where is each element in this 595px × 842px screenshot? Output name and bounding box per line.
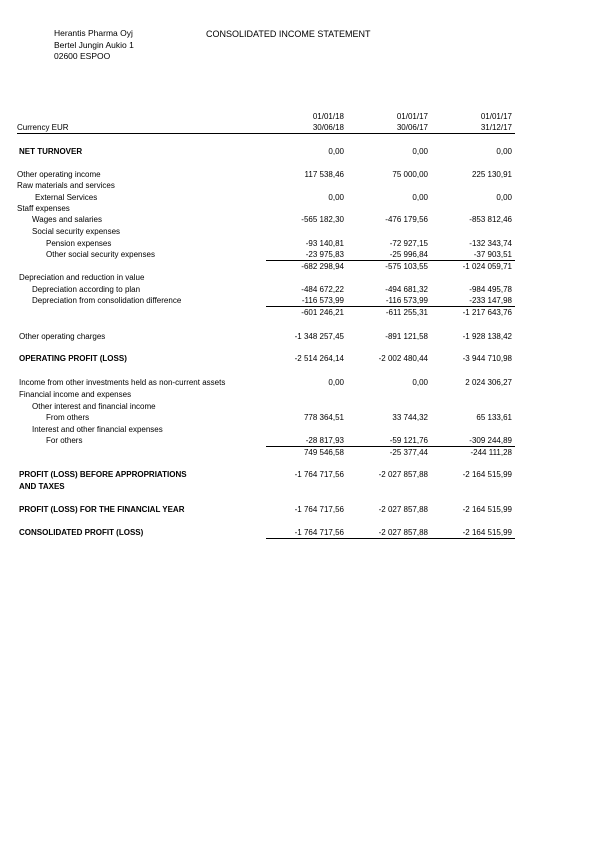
row-label: PROFIT (LOSS) FOR THE FINANCIAL YEAR: [19, 505, 185, 514]
row-label: CONSOLIDATED PROFIT (LOSS): [19, 528, 144, 537]
company-address: [54, 28, 134, 63]
row-value: 65 133,61: [476, 413, 512, 422]
row-value: -891 121,58: [385, 332, 428, 341]
row-value: 0,00: [412, 378, 428, 387]
row-value: -3 944 710,98: [462, 354, 512, 363]
row-value: 0,00: [328, 193, 344, 202]
row-value: -72 927,15: [389, 239, 428, 248]
row-value: -2 164 515,99: [462, 528, 512, 537]
row-value: -1 764 717,56: [294, 470, 344, 479]
row-value: 778 364,51: [303, 413, 344, 422]
row-value: -116 573,99: [301, 296, 344, 305]
row-value: -2 514 264,14: [294, 354, 344, 363]
row-label: Other operating income: [17, 170, 101, 179]
period-1-end: 30/06/18: [312, 123, 344, 132]
row-value: -2 164 515,99: [462, 470, 512, 479]
row-label: Income from other investments held as non-current assets: [19, 378, 226, 387]
total-rule: [266, 538, 515, 539]
document-title: CONSOLIDATED INCOME STATEMENT: [206, 29, 371, 39]
company-postal: 02600 ESPOO: [54, 51, 111, 61]
row-value: 0,00: [412, 147, 428, 156]
row-label: PROFIT (LOSS) BEFORE APPROPRIATIONS: [19, 470, 187, 479]
row-label: Raw materials and services: [17, 181, 115, 190]
row-label: Social security expenses: [32, 227, 121, 236]
row-label-continued: AND TAXES: [19, 482, 65, 491]
row-value: -1 764 717,56: [294, 528, 344, 537]
row-value: 75 000,00: [392, 170, 428, 179]
row-value: -23 975,83: [305, 250, 344, 259]
subtotal-value: -244 111,28: [470, 448, 512, 457]
subtotal-value: 749 546,58: [303, 448, 344, 457]
period-3-end: 31/12/17: [480, 123, 512, 132]
row-value: 2 024 306,27: [465, 378, 512, 387]
subtotal-value: -682 298,94: [301, 262, 344, 271]
row-label: External Services: [35, 193, 98, 202]
period-1-start: 01/01/18: [312, 112, 344, 121]
subtotal-value: -611 255,31: [385, 308, 428, 317]
company-name: Herantis Pharma Oyj: [54, 28, 133, 38]
row-value: -132 343,74: [469, 239, 512, 248]
period-2-end: 30/06/17: [396, 123, 428, 132]
row-value: -2 002 480,44: [378, 354, 428, 363]
row-value: 0,00: [412, 193, 428, 202]
row-value: -1 348 257,45: [294, 332, 344, 341]
row-label: Other operating charges: [19, 332, 106, 341]
row-value: -476 179,56: [385, 215, 428, 224]
row-value: 0,00: [496, 147, 512, 156]
row-value: 225 130,91: [471, 170, 512, 179]
row-value: -2 027 857,88: [378, 470, 428, 479]
row-label: Other social security expenses: [46, 250, 155, 259]
row-label: Wages and salaries: [32, 215, 102, 224]
row-value: -233 147,98: [469, 296, 512, 305]
row-label: Depreciation from consolidation difference: [32, 296, 182, 305]
row-label: Interest and other financial expenses: [32, 425, 163, 434]
subtotal-value: -575 103,55: [385, 262, 428, 271]
currency-label: Currency EUR: [17, 123, 69, 132]
row-value: -25 996,84: [389, 250, 428, 259]
row-value: -59 121,76: [389, 436, 428, 445]
row-value: 33 744,32: [392, 413, 428, 422]
company-street: Bertel Jungin Aukio 1: [54, 39, 134, 50]
row-label: OPERATING PROFIT (LOSS): [19, 354, 127, 363]
row-label: Depreciation according to plan: [32, 285, 141, 294]
subtotal-value: -1 024 059,71: [462, 262, 512, 271]
subtotal-value: -1 217 643,76: [462, 308, 512, 317]
period-3-start: 01/01/17: [480, 112, 512, 121]
period-2-start: 01/01/17: [396, 112, 428, 121]
row-label: Other interest and financial income: [32, 402, 156, 411]
row-label: Financial income and expenses: [19, 390, 132, 399]
row-value: -484 672,22: [301, 285, 344, 294]
row-value: -2 027 857,88: [378, 505, 428, 514]
row-value: -565 182,30: [301, 215, 344, 224]
row-value: -93 140,81: [305, 239, 344, 248]
row-label: Depreciation and reduction in value: [19, 273, 145, 282]
row-value: 0,00: [328, 147, 344, 156]
row-value: -28 817,93: [305, 436, 344, 445]
row-label: For others: [46, 436, 83, 445]
row-value: 0,00: [496, 193, 512, 202]
row-value: 0,00: [328, 378, 344, 387]
row-value: -37 903,51: [473, 250, 512, 259]
row-label: NET TURNOVER: [19, 147, 83, 156]
row-value: -1 928 138,42: [462, 332, 512, 341]
row-value: -1 764 717,56: [294, 505, 344, 514]
header-rule: [17, 133, 515, 134]
row-value: -2 164 515,99: [462, 505, 512, 514]
row-value: 117 538,46: [304, 170, 344, 179]
row-value: -984 495,78: [469, 285, 512, 294]
row-value: -494 681,32: [385, 285, 428, 294]
row-value: -2 027 857,88: [378, 528, 428, 537]
row-value: -309 244,89: [469, 436, 512, 445]
row-label: From others: [46, 413, 90, 422]
subtotal-value: -601 246,21: [301, 308, 344, 317]
row-value: -116 573,99: [385, 296, 428, 305]
row-label: Pension expenses: [46, 239, 112, 248]
row-label: Staff expenses: [17, 204, 70, 213]
subtotal-value: -25 377,44: [389, 448, 428, 457]
row-value: -853 812,46: [469, 215, 512, 224]
